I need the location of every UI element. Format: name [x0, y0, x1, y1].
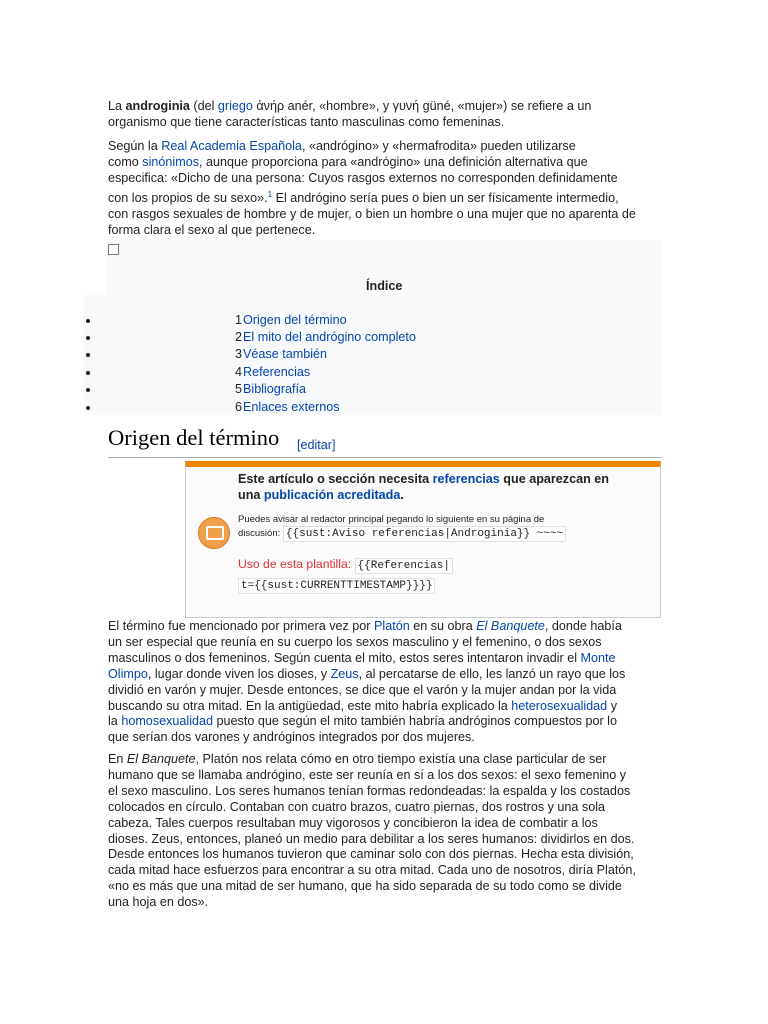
text: y	[607, 698, 617, 713]
text: con los propios de su sexo».	[108, 190, 268, 205]
text: una hoja en dos».	[108, 895, 209, 910]
toc-number: 5	[235, 382, 243, 396]
link-monte-olimpo[interactable]: Monte	[580, 650, 616, 665]
link-referencias[interactable]: referencias	[432, 472, 500, 486]
text: especifica: «Dicho de una persona: Cuyos rasgos externos no corresponden definidamente	[108, 170, 618, 185]
notice-heading	[238, 472, 648, 503]
bullet-icon	[86, 371, 90, 375]
text: ἀνήρ anér, «hombre», y γυνή güné, «mujer») se refiere a un	[252, 99, 592, 113]
book-title: El Banquete	[126, 752, 196, 766]
toc-number: 4	[235, 365, 243, 379]
link-el-banquete[interactable]: El Banquete	[476, 619, 545, 633]
text: con rasgos sexuales de hombre y de mujer, o bien un hombre o una mujer que no aparenta de	[108, 206, 636, 221]
link-monte-olimpo[interactable]: Olimpo	[108, 666, 148, 681]
text: la	[108, 714, 122, 729]
bullet-icon	[86, 353, 90, 357]
link-homosexualidad[interactable]: homosexualidad	[121, 714, 214, 729]
text: como	[108, 154, 143, 169]
toc-link[interactable]: Referencias	[243, 365, 311, 379]
text: forma clara el sexo al que pertenece.	[108, 222, 316, 237]
toc-link[interactable]: Enlaces externos	[243, 400, 340, 414]
toc-link[interactable]: Origen del término	[243, 313, 347, 327]
text: Este artículo o sección necesita	[238, 472, 433, 486]
link-heterosexualidad[interactable]: heterosexualidad	[511, 698, 608, 713]
toc-link[interactable]: Véase también	[243, 347, 328, 361]
notice-instructions	[238, 513, 648, 541]
toc-item-1[interactable]	[84, 313, 664, 330]
paragraph-origin	[108, 619, 666, 746]
text: discusión:	[238, 528, 283, 539]
text: El andrógino sería pues o bien un ser físicamente intermedio,	[272, 190, 619, 205]
text: que aparezcan en	[499, 472, 609, 486]
toc-title: Índice	[366, 279, 403, 293]
link-zeus[interactable]: Zeus	[330, 666, 359, 681]
text: un ser especial que reunía en su cuerpo los sexos masculino y el femenino, o dos sexos	[108, 634, 602, 649]
text: en su obra	[409, 619, 477, 633]
text: (del	[189, 99, 218, 113]
text: , «andrógino» y «hermafrodita» pueden utilizarse	[301, 139, 576, 153]
template-code: {{Referencias|	[355, 558, 453, 574]
references-notice-box	[185, 461, 661, 618]
text: buscando su otra mitad. En la antigüedad, este mito habría explicado la	[108, 698, 512, 713]
text: dioses. Zeus, entonces, planeó un medio para debilitar a los seres humanos: dividirlos en dos.	[108, 831, 635, 846]
text: , lugar donde viven los dioses, y	[147, 666, 331, 681]
text: , al percatarse de ello, les lanzó un rayo que los	[358, 666, 626, 681]
toc-number: 6	[235, 400, 243, 414]
link-rae[interactable]: Real Academia Española	[161, 139, 302, 153]
paragraph-banquete	[108, 752, 666, 911]
text: colocados en círculo. Contaban con cuatro brazos, cuatro piernas, dos rostros y una sola	[108, 799, 606, 814]
link-publicacion-acreditada[interactable]: publicación acreditada	[263, 487, 401, 502]
toc-item-4[interactable]	[84, 365, 664, 382]
template-code: {{sust:Aviso referencias|Androginia}} ~~~~	[283, 526, 566, 542]
template-usage	[238, 555, 648, 595]
text: puesto que según el mito también habría andróginos compuestos por lo	[213, 714, 617, 729]
text: que serían dos varones y andróginos integrados por dos mujeres.	[108, 730, 475, 745]
toc-number: 3	[235, 347, 243, 361]
toc-gap	[84, 240, 106, 295]
text: .	[400, 487, 404, 502]
toc-item-2[interactable]	[84, 330, 664, 347]
toc-link[interactable]: Bibliografía	[243, 382, 307, 396]
edit-section-link[interactable]: [editar]	[297, 438, 336, 452]
toc-number: 1	[235, 313, 243, 327]
text: el sexo masculino. Los seres humanos tenían formas redondeadas: la espalda y los costados	[108, 783, 631, 798]
bullet-icon	[86, 388, 90, 392]
toc-item-6[interactable]	[84, 400, 664, 417]
section-title: Origen del término	[108, 425, 280, 450]
text: , donde había	[544, 619, 622, 633]
text: «no es más que una mitad de ser humano, que ha sido separada de su todo como se divide	[108, 879, 622, 894]
text: organismo que tiene características tanto masculinas como femeninas.	[108, 114, 505, 129]
text: una	[238, 487, 264, 502]
bullet-icon	[86, 406, 90, 410]
text: Puedes avisar al redactor principal pegando lo siguiente en su página de	[238, 514, 545, 525]
link-platon[interactable]: Platón	[374, 619, 410, 633]
section-heading	[108, 426, 662, 458]
text: cabeza. Tales cuerpos resultaban muy vigorosos y concibieron la idea de combatir a los	[108, 815, 598, 830]
link-sinonimos[interactable]: sinónimos	[142, 154, 199, 169]
link-griego[interactable]: griego	[217, 99, 253, 113]
toc-link[interactable]: El mito del andrógino completo	[243, 330, 416, 344]
text: masculinos o dos femeninos. Según cuenta el mito, estos seres intentaron invadir el	[108, 650, 581, 665]
intro-paragraph-2	[108, 139, 666, 239]
text: El término fue mencionado por primera vez por	[108, 619, 374, 633]
toc-toggle-checkbox[interactable]	[108, 244, 119, 255]
toc-number: 2	[235, 330, 243, 344]
bullet-icon	[86, 336, 90, 340]
text: , aunque proporciona para «andrógino» una definición alternativa que	[199, 154, 588, 169]
reference-link[interactable]: 1	[267, 189, 273, 199]
usage-label: Uso de esta plantilla:	[238, 557, 355, 571]
book-icon	[198, 517, 230, 549]
text: cada mitad hace esfuerzos para encontrar a su otra mitad. Cada uno de nosotros, diría Platón,	[108, 863, 636, 878]
intro-paragraph-1	[108, 99, 666, 131]
article-term: androginia	[125, 99, 190, 113]
template-code: t={{sust:CURRENTTIMESTAMP}}}}	[238, 578, 435, 594]
text: Según la	[108, 139, 162, 153]
toc-item-3[interactable]	[84, 347, 664, 364]
bullet-icon	[86, 319, 90, 323]
text: dividió en varón y mujer. Desde entonces, se dice que el varón y la mujer andan por la vida	[108, 682, 617, 697]
text: La	[108, 99, 126, 113]
text: En	[108, 752, 127, 766]
text: humano que se llamaba andrógino, este ser reunía en sí a los dos sexos: el sexo femenino y	[108, 767, 627, 782]
text: Desde entonces los humanos tuvieron que caminar solo con dos piernas. Hecha esta división,	[108, 847, 634, 862]
toc-item-5[interactable]	[84, 382, 664, 399]
text: , Platón nos relata cómo en otro tiempo existía una clase particular de ser	[195, 752, 607, 766]
